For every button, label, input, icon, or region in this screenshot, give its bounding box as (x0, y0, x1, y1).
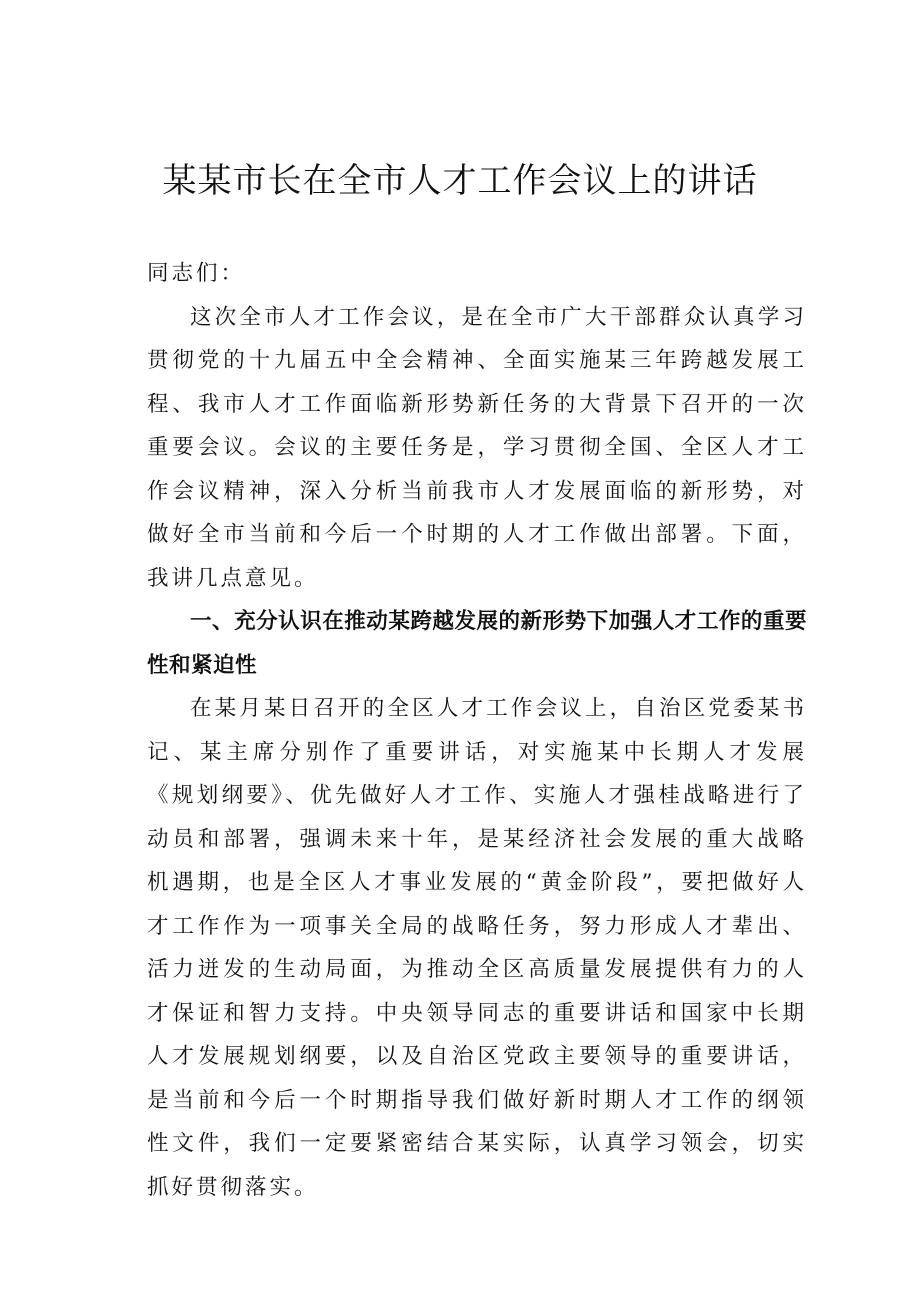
intro-paragraph: 这次全市人才工作会议，是在全市广大干部群众认真学习贯彻党的十九届五中全会精神、全面实施某三年跨越发展工程、我市人才工作面临新形势新任务的大背景下召开的一次重要会议。会议的主要任务是，学习贯彻全国、全区人才工作会议精神，深入分析当前我市人才发展面临的新形势，对做好全市当前和今后一个时期的人才工作做出部署。下面，我讲几点意见。 (147, 304, 807, 591)
section-1-paragraph: 在某月某日召开的全区人才工作会议上，自治区党委某书记、某主席分别作了重要讲话，对实施某中长期人才发展《规划纲要》、优先做好人才工作、实施人才强桂战略进行了动员和部署，强调未来十年，是某经济社会发展的重大战略机遇期，也是全区人才事业发展的“黄金阶段”，要把做好人才工作作为一项事关全局的战略任务，努力形成人才辈出、活力迸发的生动局面，为推动全区高质量发展提供有力的人才保证和智力支持。中央领导同志的重要讲话和国家中长期人才发展规划纲要，以及自治区党政主要领导的重要讲话，是当前和今后一个时期指导我们做好新时期人才工作的纲领性文件，我们一定要紧密结合某实际，认真学习领会，切实抓好贯彻落实。 (147, 696, 807, 1200)
salutation: 同志们： (147, 261, 246, 286)
document-body (147, 252, 807, 1209)
section-heading-1: 一、充分认识在推动某跨越发展的新形势下加强人才工作的重要性和紧迫性 (147, 609, 807, 678)
document-title: 某某市长在全市人才工作会议上的讲话 (162, 161, 758, 201)
